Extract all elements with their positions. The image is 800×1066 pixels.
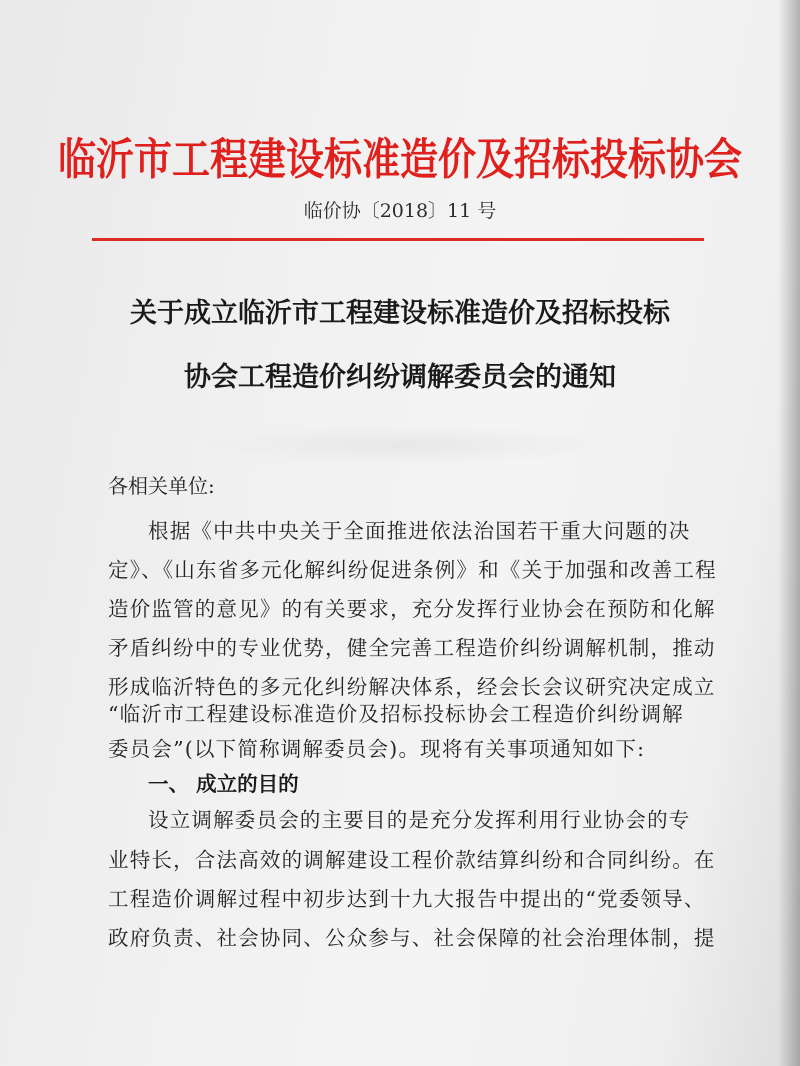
paragraph2-line: 设立调解委员会的主要目的是充分发挥利用行业协会的专 <box>148 808 691 832</box>
paragraph1-line: “临沂市工程建设标准造价及招标投标协会工程造价纠纷调解 <box>108 702 684 726</box>
paragraph2-line: 工程造价调解过程中初步达到十九大报告中提出的“党委领导、 <box>108 887 706 911</box>
paragraph1-line: 根据《中共中央关于全面推进依法治国若干重大问题的决 <box>148 519 691 543</box>
notice-title-line-1: 关于成立临沂市工程建设标准造价及招标投标 <box>130 298 670 329</box>
organization-header-title: 临沂市工程建设标准造价及招标投标协会 <box>57 133 742 185</box>
notice-title-line-2: 协会工程造价纠纷调解委员会的通知 <box>184 362 616 393</box>
salutation: 各相关单位: <box>108 474 215 498</box>
red-separator-line <box>92 238 704 241</box>
paragraph1-line: 矛盾纠纷中的专业优势，健全完善工程造价纠纷调解机制，推动 <box>108 636 716 660</box>
section-heading-purpose: 一、 成立的目的 <box>148 772 299 796</box>
paragraph2-line: 政府负责、社会协同、公众参与、社会保障的社会治理体制，提 <box>108 926 716 950</box>
document-number: 临价协〔2018〕11 号 <box>303 200 497 222</box>
page-edge-shadow <box>778 0 800 1066</box>
paragraph1-line: 形成临沂特色的多元化纠纷解决体系，经会长会议研究决定成立 <box>108 675 716 699</box>
paragraph1-line: 委员会”(以下简称调解委员会)。现将有关事项通知如下: <box>108 737 646 761</box>
paragraph1-line: 定》、《山东省多元化解纠纷促进条例》和《关于加强和改善工程 <box>108 558 717 582</box>
paper-smudge <box>200 425 620 465</box>
paragraph1-line: 造价监管的意见》的有关要求，充分发挥行业协会在预防和化解 <box>108 597 716 621</box>
paragraph2-line: 业特长，合法高效的调解建设工程价款结算纠纷和合同纠纷。在 <box>108 848 716 872</box>
